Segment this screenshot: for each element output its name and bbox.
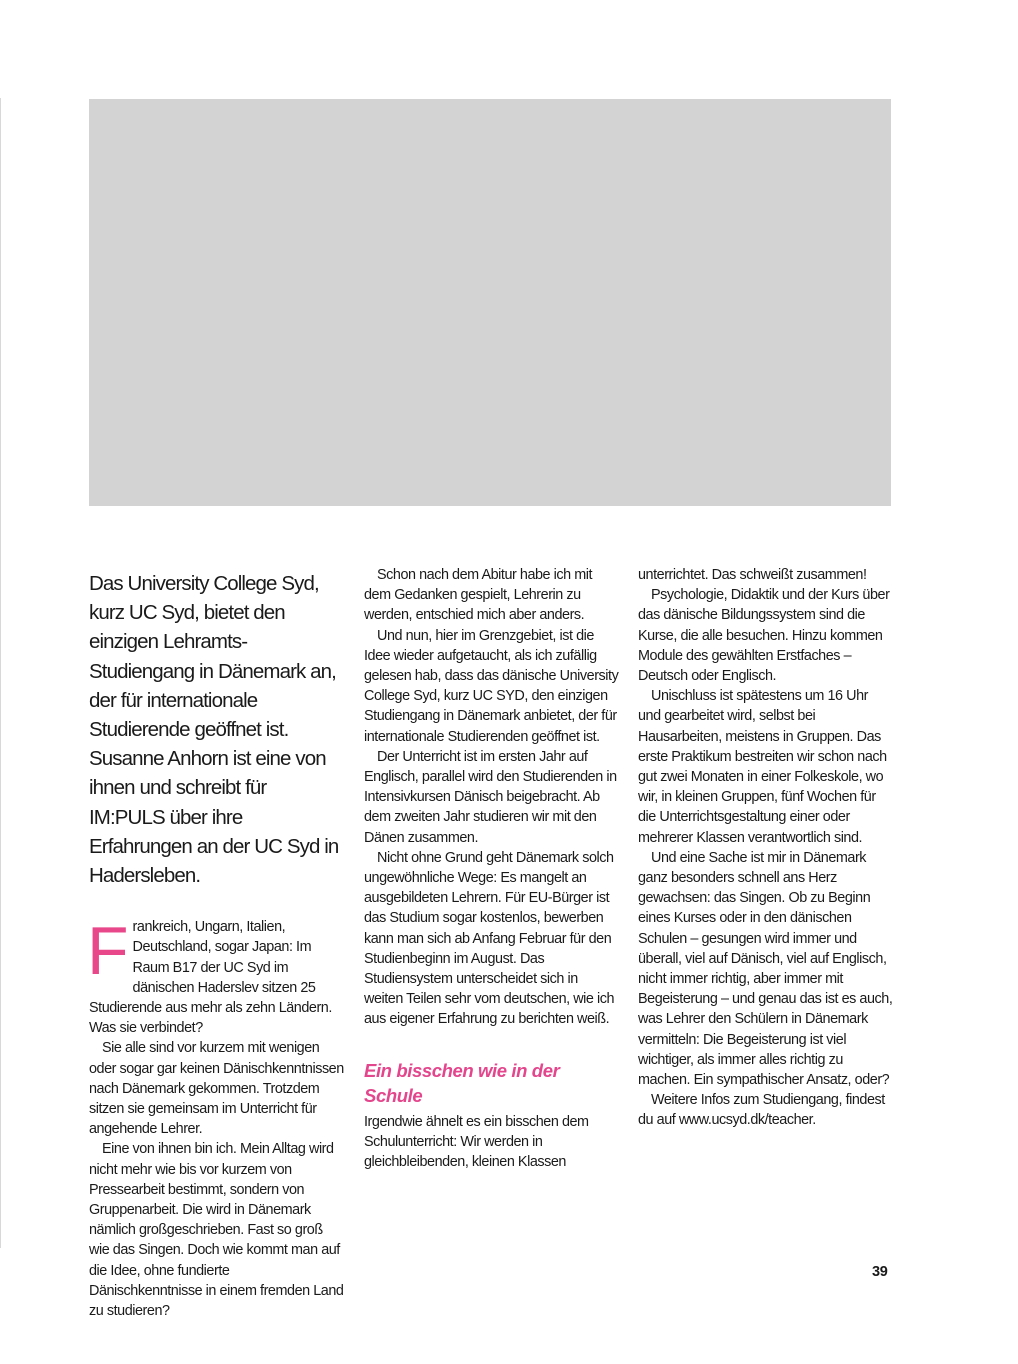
paragraph: Und nun, hier im Grenzgebiet, ist die Idee wieder aufgetaucht, als ich zufällig gelesen hab, dass das dänische University College Syd, kurz UC SYD, den einzigen Studiengang in Dänemark anbietet, der für internationale Studierenden geöffnet ist. bbox=[364, 627, 619, 745]
paragraph: Und eine Sache ist mir in Dänemark ganz besonders schnell ans Herz gewachsen: das Singen. Ob zu Beginn eines Kurses oder in den dänischen Schulen – gesungen wird immer und überall, viel auf Dänisch, viel auf Englisch, nicht immer richtig, aber immer mit Begeisterung – und genau das ist es auch, was Lehrer den Schülern in Dänemark vermitteln: Die Begeisterung ist viel wichtiger, als immer alles richtig zu machen. Ein sympathischer Ansatz, oder? bbox=[638, 849, 893, 1089]
section-heading: Ein bisschen wie in der Schule bbox=[364, 1059, 560, 1106]
paragraph: Psychologie, Didaktik und der Kurs über das dänische Bildungssystem sind die Kurse, die alle besuchen. Hinzu kommen Module des gewählten Erstfaches – Deutsch oder Englisch. bbox=[638, 587, 890, 685]
drop-cap: F bbox=[87, 913, 129, 990]
column-1 bbox=[89, 565, 345, 1321]
paragraph: Der Unterricht ist im ersten Jahr auf Englisch, parallel wird den Studierenden in Intensivkursen Dänisch beigebracht. Ab dem zweiten Jahr studieren wir mit den Dänen zusammen. bbox=[364, 748, 617, 846]
page-edge-line bbox=[0, 98, 1, 1248]
paragraph: Schon nach dem Abitur habe ich mit dem Gedanken gespielt, Lehrerin zu werden, entschied mich aber anders. bbox=[364, 567, 593, 624]
paragraph: rankreich, Ungarn, Italien, Deutschland, sogar Japan: Im Raum B17 der UC Syd im dänischen Haderslev sitzen 25 Studierende aus mehr als zehn Ländern. Was sie verbindet? bbox=[89, 919, 332, 1037]
paragraph: Weitere Infos zum Studiengang, findest du auf www.ucsyd.dk/teacher. bbox=[638, 1092, 885, 1129]
paragraph: Eine von ihnen bin ich. Mein Alltag wird nicht mehr wie bis vor kurzem von Pressearbeit bestimmt, sondern von Gruppenarbeit. Die wird in Dänemark nämlich großgeschrieben. Fast so groß wie das Singen. Doch wie kommt man auf die Idee, ohne fundierte Dänischkenntnisse in einem fremden Land zu studieren? bbox=[89, 1141, 344, 1320]
column-2 bbox=[364, 565, 620, 1172]
intro-text: Das University College Syd, kurz UC Syd, bietet den einzigen Lehramts-Studiengang in Dänemark an, der für internationale Studierende geöffnet ist. Susanne Anhorn ist eine von ihnen und schreibt für IM:PULS über ihre Erfahrungen an der UC Syd in Hadersleben. bbox=[89, 572, 339, 888]
article-start bbox=[87, 913, 345, 1321]
column-3 bbox=[638, 565, 894, 1131]
paragraph: Sie alle sind vor kurzem mit wenigen oder sogar gar keinen Dänischkenntnissen nach Dänemark gekommen. Trotzdem sitzen sie gemeinsam im Unterricht für angehende Lehrer. bbox=[89, 1040, 344, 1138]
paragraph: unterrichtet. Das schweißt zusammen! bbox=[638, 567, 867, 583]
paragraph: Nicht ohne Grund geht Dänemark solch ungewöhnliche Wege: Es mangelt an ausgebildeten Lehrern. Für EU-Bürger ist das Studium sogar kostenlos, bewerben kann man sich ab Anfang Februar für den Studienbeginn im August. Das Studiensystem unterscheidet sich in weiten Teilen sehr vom deutschen, wie ich aus eigener Erfahrung zu berichten weiß. bbox=[364, 849, 615, 1028]
paragraph: Irgendwie ähnelt es ein bisschen dem Schulunterricht: Wir werden in gleichbleibenden, kleinen Klassen bbox=[364, 1113, 589, 1171]
photo-placeholder bbox=[89, 99, 891, 506]
page-number: 39 bbox=[872, 1264, 888, 1280]
paragraph: Unischluss ist spätestens um 16 Uhr und gearbeitet wird, selbst bei Hausarbeiten, meistens in Gruppen. Das erste Praktikum bestreiten wir schon nach gut zwei Monaten in einer Folkeskole, wo wir, in kleinen Gruppen, fünf Wochen für die Unterrichtsgestaltung einer oder mehrerer Klassen verantwortlich sind. bbox=[638, 688, 887, 846]
